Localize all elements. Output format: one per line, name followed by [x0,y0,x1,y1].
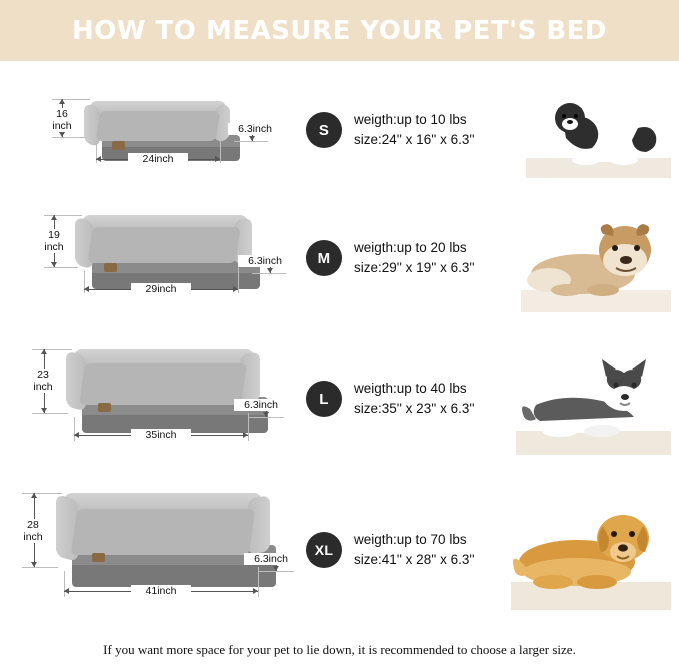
size-badge-s: S [306,112,342,148]
spec-block-xl [300,530,515,571]
guide-line [52,99,90,100]
arrow-icon [249,136,255,141]
dimension-label-width: 24inch [128,153,188,165]
dimension-label-depth: 23 inch [27,369,59,393]
guide-line [44,215,82,216]
dog-photo-m [515,193,679,323]
arrow-icon [243,432,248,438]
arrow-icon [267,268,273,273]
spec-text-m: weigth:up to 20 lbs size:29'' x 19'' x 6.3'' [354,239,475,275]
dimension-label-height: 6.3inch [228,123,282,135]
guide-line [220,137,221,163]
guide-line [44,267,78,268]
arrow-icon [41,408,47,413]
dimension-label-depth: 28 inch [17,519,49,543]
arrow-icon [59,132,65,137]
bed-brand-tag [98,403,111,412]
arrow-icon [74,432,79,438]
bed-cushion [87,227,240,263]
size-row-xl [0,475,679,625]
guide-line [52,137,86,138]
size-row-l [0,329,679,469]
size-badge-xl: XL [306,532,342,568]
spec-block-s [300,110,515,151]
bed-diagram-s [0,75,300,185]
spec-block-l [300,379,515,420]
arrow-icon [51,215,57,220]
bed-brand-tag [112,141,125,150]
guide-line [234,141,268,142]
arrow-icon [96,156,101,162]
arrow-icon [59,99,65,104]
arrow-icon [64,588,69,594]
page-title: HOW TO MEASURE YOUR PET'S BED [71,15,608,46]
bed-diagram-xl [0,475,300,625]
dimension-label-width: 35inch [131,429,191,441]
bed-diagram-l [0,329,300,469]
bed-base-front [72,565,276,587]
size-badge-l: L [306,381,342,417]
arrow-icon [31,493,37,498]
dimension-label-depth: 16 inch [46,108,78,132]
arrow-icon [263,412,269,417]
arrow-icon [51,262,57,267]
dimension-label-height: 6.3inch [238,255,292,267]
bed-brand-tag [104,263,117,272]
guide-line [32,413,68,414]
size-row-m [0,193,679,323]
spec-block-m [300,238,515,279]
guide-line [252,273,286,274]
dog-photo-l [515,329,679,469]
arrow-icon [41,349,47,354]
guide-line [22,567,58,568]
dimension-label-width: 29inch [131,283,191,295]
footer-note: If you want more space for your pet to lie down, it is recommended to choose a larger size. [103,642,576,657]
english-bulldog-icon [521,204,671,312]
guide-line [248,417,284,418]
guide-line [238,267,239,293]
spec-text-s: weigth:up to 10 lbs size:24'' x 16'' x 6.3'' [354,111,475,147]
size-row-s [0,75,679,185]
dimension-label-depth: 19 inch [38,229,70,253]
spec-text-xl: weigth:up to 70 lbs size:41'' x 28'' x 6.3'' [354,531,475,567]
bed-diagram-m [0,193,300,323]
husky-icon [516,343,671,455]
size-badge-m: M [306,240,342,276]
bed-illustration [52,489,282,593]
golden-retriever-icon [511,490,671,610]
arrow-icon [215,156,220,162]
dimension-label-height: 6.3inch [234,399,288,411]
arrow-icon [84,286,89,292]
bed-brand-tag [92,553,105,562]
bed-illustration [62,345,272,441]
dimension-label-height: 6.3inch [244,553,298,565]
bed-cushion [71,509,255,555]
bed-cushion [96,111,220,141]
dimension-label-width: 41inch [131,585,191,597]
spec-text-l: weigth:up to 40 lbs size:35'' x 23'' x 6.3'' [354,380,475,416]
bed-cushion [79,363,247,405]
guide-line [32,349,72,350]
dog-photo-xl [515,475,679,625]
arrow-icon [273,566,279,571]
guide-line [22,493,62,494]
header-banner [0,0,679,61]
arrow-icon [253,588,258,594]
guide-line [258,571,294,572]
arrow-icon [233,286,238,292]
french-bulldog-icon [526,82,671,178]
arrow-icon [31,562,37,567]
dog-photo-s [515,75,679,185]
